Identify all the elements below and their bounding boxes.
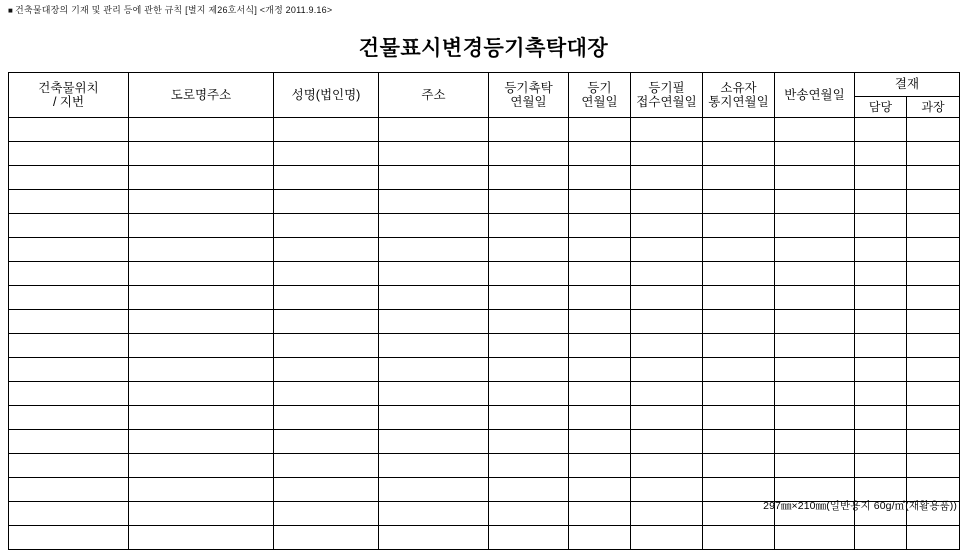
table-cell[interactable] (274, 430, 379, 454)
table-cell[interactable] (9, 406, 129, 430)
table-cell[interactable] (489, 238, 569, 262)
table-cell[interactable] (9, 286, 129, 310)
table-cell[interactable] (129, 262, 274, 286)
registration-ledger-table (8, 72, 960, 550)
table-cell[interactable] (631, 358, 703, 382)
table-cell[interactable] (907, 526, 960, 550)
table-cell[interactable] (274, 118, 379, 142)
table-cell[interactable] (775, 142, 855, 166)
column-header-road-address: 도로명주소 (129, 73, 274, 118)
table-cell[interactable] (379, 406, 489, 430)
table-cell[interactable] (379, 334, 489, 358)
table-cell[interactable] (775, 214, 855, 238)
table-cell[interactable] (631, 238, 703, 262)
legal-reference-note (8, 5, 332, 16)
table-cell[interactable] (9, 142, 129, 166)
table-cell[interactable] (631, 118, 703, 142)
table-cell[interactable] (274, 238, 379, 262)
table-cell[interactable] (775, 238, 855, 262)
table-cell[interactable] (379, 238, 489, 262)
table-cell[interactable] (703, 334, 775, 358)
table-cell[interactable] (274, 382, 379, 406)
table-cell[interactable] (569, 118, 631, 142)
table-cell[interactable] (775, 382, 855, 406)
table-row (9, 214, 960, 238)
table-cell[interactable] (631, 310, 703, 334)
table-cell[interactable] (907, 142, 960, 166)
table-header-row-1 (9, 73, 960, 97)
table-cell[interactable] (703, 382, 775, 406)
table-cell[interactable] (775, 310, 855, 334)
table-cell[interactable] (274, 262, 379, 286)
table-cell[interactable] (569, 262, 631, 286)
table-cell[interactable] (631, 214, 703, 238)
table-row (9, 310, 960, 334)
table-cell[interactable] (129, 190, 274, 214)
table-cell[interactable] (569, 142, 631, 166)
table-cell[interactable] (775, 454, 855, 478)
table-row (9, 382, 960, 406)
table-cell[interactable] (379, 310, 489, 334)
table-cell[interactable] (129, 478, 274, 502)
table-cell[interactable] (129, 118, 274, 142)
table-cell[interactable] (274, 334, 379, 358)
table-cell[interactable] (489, 334, 569, 358)
table-cell[interactable] (379, 526, 489, 550)
table-cell[interactable] (569, 502, 631, 526)
table-cell[interactable] (129, 238, 274, 262)
table-cell[interactable] (907, 214, 960, 238)
table-row (9, 166, 960, 190)
table-cell[interactable] (569, 430, 631, 454)
table-cell[interactable] (907, 262, 960, 286)
table-cell[interactable] (489, 166, 569, 190)
table-row (9, 334, 960, 358)
table-cell[interactable] (489, 358, 569, 382)
table-cell[interactable] (569, 454, 631, 478)
table-cell[interactable] (379, 118, 489, 142)
table-cell[interactable] (9, 478, 129, 502)
table-cell[interactable] (907, 406, 960, 430)
table-cell[interactable] (489, 286, 569, 310)
table-cell[interactable] (907, 310, 960, 334)
table-cell[interactable] (775, 406, 855, 430)
table-row (9, 118, 960, 142)
table-cell[interactable] (9, 214, 129, 238)
column-header-name: 성명(법인명) (274, 73, 379, 118)
table-cell[interactable] (855, 358, 907, 382)
table-cell[interactable] (569, 190, 631, 214)
table-cell[interactable] (379, 454, 489, 478)
table-cell[interactable] (9, 454, 129, 478)
table-cell[interactable] (489, 190, 569, 214)
table-cell[interactable] (855, 526, 907, 550)
table-header (9, 73, 960, 118)
table-cell[interactable] (855, 310, 907, 334)
table-cell[interactable] (569, 334, 631, 358)
table-cell[interactable] (489, 262, 569, 286)
table-cell[interactable] (274, 166, 379, 190)
table-cell[interactable] (631, 382, 703, 406)
table-cell[interactable] (631, 430, 703, 454)
table-cell[interactable] (703, 214, 775, 238)
table-cell[interactable] (9, 334, 129, 358)
table-cell[interactable] (855, 334, 907, 358)
table-cell[interactable] (274, 454, 379, 478)
table-cell[interactable] (775, 430, 855, 454)
table-cell[interactable] (489, 142, 569, 166)
column-header-address: 주소 (379, 73, 489, 118)
table-cell[interactable] (703, 454, 775, 478)
table-cell[interactable] (379, 286, 489, 310)
table-cell[interactable] (274, 214, 379, 238)
table-cell[interactable] (775, 190, 855, 214)
table-cell[interactable] (129, 166, 274, 190)
table-cell[interactable] (274, 406, 379, 430)
table-row (9, 190, 960, 214)
table-cell[interactable] (379, 430, 489, 454)
table-cell[interactable] (9, 118, 129, 142)
table-cell[interactable] (129, 334, 274, 358)
table-cell[interactable] (631, 526, 703, 550)
table-cell[interactable] (129, 526, 274, 550)
table-cell[interactable] (703, 358, 775, 382)
table-cell[interactable] (855, 406, 907, 430)
table-cell[interactable] (703, 238, 775, 262)
table-cell[interactable] (907, 190, 960, 214)
table-cell[interactable] (703, 118, 775, 142)
table-cell[interactable] (274, 310, 379, 334)
table-cell[interactable] (9, 526, 129, 550)
table-cell[interactable] (855, 262, 907, 286)
table-cell[interactable] (129, 286, 274, 310)
table-cell[interactable] (379, 382, 489, 406)
table-cell[interactable] (489, 214, 569, 238)
table-cell[interactable] (775, 262, 855, 286)
table-cell[interactable] (9, 382, 129, 406)
table-cell[interactable] (855, 214, 907, 238)
table-cell[interactable] (489, 502, 569, 526)
table-cell[interactable] (631, 406, 703, 430)
table-row (9, 286, 960, 310)
paper-specification-note: 297㎜×210㎜(일반용지 60g/㎡(재활용품)) (763, 500, 957, 512)
table-cell[interactable] (274, 190, 379, 214)
table-cell[interactable] (855, 166, 907, 190)
table-cell[interactable] (631, 334, 703, 358)
table-cell[interactable] (703, 166, 775, 190)
table-cell[interactable] (489, 310, 569, 334)
table-cell[interactable] (274, 526, 379, 550)
table-cell[interactable] (631, 142, 703, 166)
table-cell[interactable] (9, 166, 129, 190)
table-cell[interactable] (569, 310, 631, 334)
table-cell[interactable] (703, 310, 775, 334)
table-cell[interactable] (703, 406, 775, 430)
table-cell[interactable] (129, 310, 274, 334)
table-cell[interactable] (631, 502, 703, 526)
table-cell[interactable] (703, 430, 775, 454)
table-cell[interactable] (9, 190, 129, 214)
table-cell[interactable] (129, 142, 274, 166)
table-cell[interactable] (907, 286, 960, 310)
table-cell[interactable] (855, 382, 907, 406)
table-row (9, 142, 960, 166)
table-cell[interactable] (379, 214, 489, 238)
table-cell[interactable] (631, 286, 703, 310)
column-header-return-date: 반송연월일 (775, 73, 855, 118)
table-row (9, 406, 960, 430)
column-header-registration-date: 등기 연월일 (569, 73, 631, 118)
table-cell[interactable] (855, 430, 907, 454)
table-cell[interactable] (379, 142, 489, 166)
table-cell[interactable] (775, 358, 855, 382)
table-cell[interactable] (274, 478, 379, 502)
table-cell[interactable] (379, 478, 489, 502)
table-cell[interactable] (569, 406, 631, 430)
table-cell[interactable] (775, 166, 855, 190)
table-cell[interactable] (907, 454, 960, 478)
table-cell[interactable] (379, 502, 489, 526)
table-cell[interactable] (775, 286, 855, 310)
bullet-marker: ■ (8, 6, 14, 15)
table-row (9, 262, 960, 286)
table-cell[interactable] (631, 478, 703, 502)
table-cell[interactable] (129, 430, 274, 454)
table-cell[interactable] (631, 166, 703, 190)
table-cell[interactable] (274, 502, 379, 526)
table-cell[interactable] (129, 502, 274, 526)
table-cell[interactable] (569, 526, 631, 550)
table-cell[interactable] (9, 358, 129, 382)
table-cell[interactable] (489, 430, 569, 454)
table-body (9, 118, 960, 550)
table-cell[interactable] (129, 406, 274, 430)
table-cell[interactable] (631, 454, 703, 478)
table-cell[interactable] (775, 118, 855, 142)
table-cell[interactable] (129, 358, 274, 382)
table-cell[interactable] (775, 526, 855, 550)
table-cell[interactable] (489, 382, 569, 406)
table-cell[interactable] (569, 214, 631, 238)
table-cell[interactable] (703, 142, 775, 166)
table-row (9, 454, 960, 478)
table-cell[interactable] (489, 118, 569, 142)
table-cell[interactable] (855, 118, 907, 142)
table-cell[interactable] (703, 262, 775, 286)
table-cell[interactable] (775, 334, 855, 358)
table-cell[interactable] (703, 286, 775, 310)
table-cell[interactable] (489, 406, 569, 430)
table-cell[interactable] (379, 166, 489, 190)
table-row (9, 238, 960, 262)
table-cell[interactable] (569, 238, 631, 262)
table-cell[interactable] (703, 526, 775, 550)
table-cell[interactable] (631, 262, 703, 286)
table-cell[interactable] (129, 214, 274, 238)
table-cell[interactable] (379, 262, 489, 286)
table-cell[interactable] (129, 382, 274, 406)
table-cell[interactable] (855, 286, 907, 310)
table-cell[interactable] (9, 502, 129, 526)
table-cell[interactable] (9, 310, 129, 334)
table-cell[interactable] (569, 166, 631, 190)
column-header-approval-group: 결재 (855, 73, 960, 97)
table-cell[interactable] (907, 334, 960, 358)
column-header-approval-manager: 과장 (907, 96, 960, 117)
table-cell[interactable] (907, 358, 960, 382)
table-cell[interactable] (907, 430, 960, 454)
table-cell[interactable] (9, 238, 129, 262)
table-cell[interactable] (569, 382, 631, 406)
table-cell[interactable] (703, 190, 775, 214)
column-header-building-location: 건축물위치 / 지번 (9, 73, 129, 118)
table-cell[interactable] (274, 142, 379, 166)
table-cell[interactable] (631, 190, 703, 214)
column-header-approval-staff: 담당 (855, 96, 907, 117)
table-cell[interactable] (907, 166, 960, 190)
table-cell[interactable] (9, 430, 129, 454)
table-row (9, 358, 960, 382)
table-cell[interactable] (855, 142, 907, 166)
table-cell[interactable] (855, 238, 907, 262)
table-cell[interactable] (489, 478, 569, 502)
table-cell[interactable] (379, 190, 489, 214)
table-cell[interactable] (855, 190, 907, 214)
table-row (9, 526, 960, 550)
table-cell[interactable] (907, 382, 960, 406)
table-cell[interactable] (907, 118, 960, 142)
table-cell[interactable] (569, 478, 631, 502)
table-cell[interactable] (569, 286, 631, 310)
table-cell[interactable] (9, 262, 129, 286)
table-cell[interactable] (274, 286, 379, 310)
table-cell[interactable] (274, 358, 379, 382)
legal-reference-text: 건축물대장의 기재 및 관리 등에 관한 규칙 [별지 제26호서식] <개정 2011.9.16> (15, 5, 333, 15)
table-cell[interactable] (129, 454, 274, 478)
column-header-owner-notice-date: 소유자 통지연월일 (703, 73, 775, 118)
table-cell[interactable] (489, 454, 569, 478)
page-title: 건물표시변경등기촉탁대장 (358, 37, 609, 60)
column-header-registration-request-date: 등기촉탁 연월일 (489, 73, 569, 118)
column-header-registration-complete-receipt-date: 등기필 접수연월일 (631, 73, 703, 118)
table-cell[interactable] (855, 454, 907, 478)
table-row (9, 430, 960, 454)
table-cell[interactable] (489, 526, 569, 550)
table-cell[interactable] (379, 358, 489, 382)
table-cell[interactable] (569, 358, 631, 382)
table-cell[interactable] (907, 238, 960, 262)
